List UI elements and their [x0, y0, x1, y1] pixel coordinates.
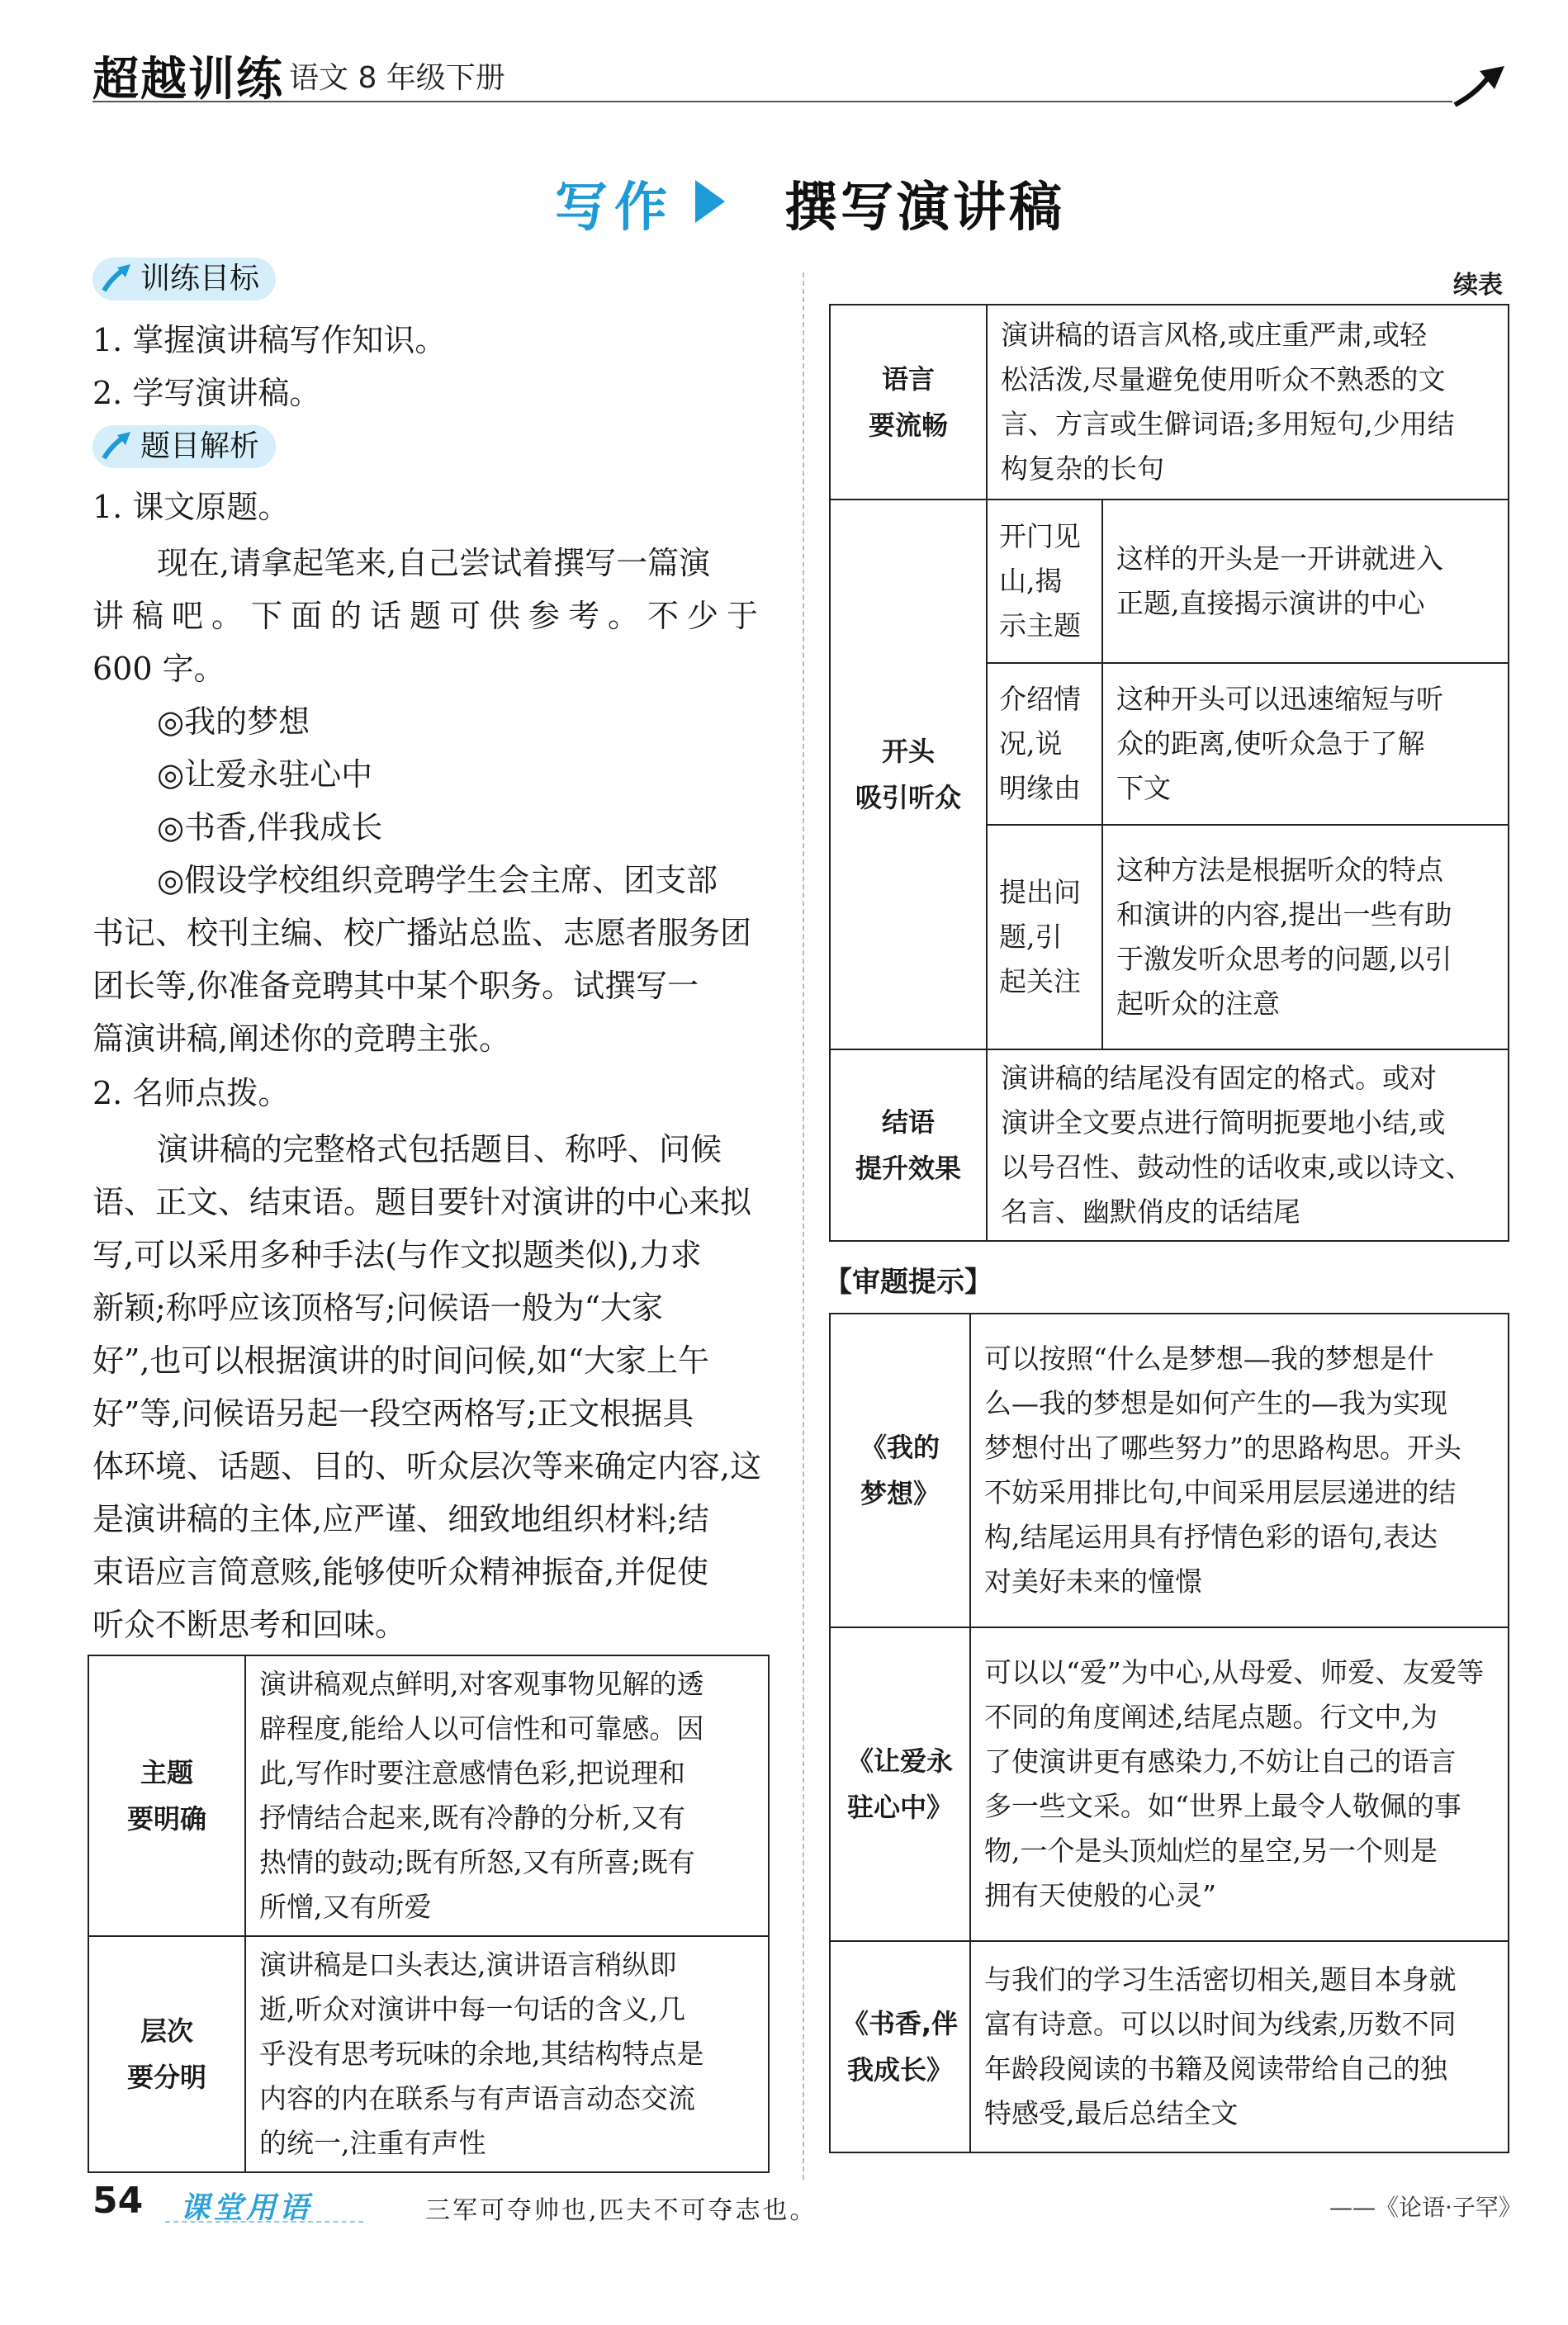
body-line: 写,可以采用多种手法(与作文拟题类似),力求: [92, 1237, 702, 1273]
analysis-tag-label: 题目解析: [140, 429, 260, 463]
text-line: 与我们的学习生活密切相关,题目本身就: [984, 1963, 1457, 1996]
body-line: ◎假设学校组织竞聘学生会主席、团支部: [157, 862, 718, 898]
row-text: [987, 305, 1509, 500]
sub-line: 开门见: [999, 520, 1081, 552]
label-line: 提升效果: [855, 1153, 961, 1184]
text-line: 逝,听众对演讲中每一句话的含义,几: [259, 1993, 685, 2025]
table-row: [830, 1627, 1509, 1941]
text-line: 正题,直接揭示演讲的中心: [1116, 587, 1425, 619]
footer-source: ——《论语·子罕》: [1329, 2194, 1522, 2221]
row-label: [830, 1627, 970, 1941]
text-line: 热情的鼓动;既有所怒,又有所喜;既有: [259, 1846, 695, 1878]
text-line: 演讲稿的语言风格,或庄重严肃,或轻: [1001, 319, 1427, 351]
text-line: 多一些文采。如“世界上最令人敬佩的事: [984, 1790, 1461, 1822]
text-line: 这样的开头是一开讲就进入: [1116, 542, 1443, 575]
sub-line: 明缘由: [999, 772, 1081, 804]
swoosh-arrow-icon: [1453, 59, 1511, 109]
row-label: [830, 1941, 970, 2152]
body-line: 篇演讲稿,阐述你的竞聘主张。: [92, 1020, 511, 1057]
label-line: 梦想》: [860, 1478, 940, 1509]
body-line: 好”,也可以根据演讲的时间问候,如“大家上午: [92, 1342, 710, 1379]
table-row: [830, 1941, 1509, 2152]
table-row: [830, 1049, 1509, 1241]
text-line: 内容的内在联系与有声语言动态交流: [259, 2082, 695, 2114]
sub-line: 提出问: [999, 876, 1081, 908]
row-text: [245, 1936, 769, 2172]
table-row: [830, 500, 1509, 663]
row-text: [970, 1627, 1509, 1941]
table-row: [830, 1314, 1509, 1627]
text-line: 物,一个是头顶灿烂的星空,另一个则是: [984, 1835, 1438, 1867]
text-line: 不妨采用排比句,中间采用层层递进的结: [984, 1476, 1457, 1508]
row-text: [1102, 663, 1509, 825]
label-line: 《让爱永: [846, 1745, 953, 1777]
text-line: 所憎,又有所爱: [259, 1891, 432, 1923]
text-line: 此,写作时要注意感情色彩,把说理和: [259, 1757, 685, 1789]
left-table: [88, 1655, 770, 2173]
text-line: 富有诗意。可以以时间为线索,历数不同: [984, 2008, 1457, 2040]
pen-arrow-icon: [99, 263, 134, 296]
label-line: 驻心中》: [846, 1792, 953, 1823]
body-line: 600 字。: [92, 651, 225, 687]
sub-line: 况,说: [999, 727, 1063, 760]
goals-tag-label: 训练目标: [140, 262, 260, 296]
text-line: 不同的角度阐述,结尾点题。行文中,为: [984, 1701, 1438, 1733]
sub-line: 起关注: [999, 965, 1081, 997]
continued-label: 续表: [1453, 271, 1503, 300]
text-line: 起听众的注意: [1116, 987, 1280, 1020]
text-line: 构,结尾运用具有抒情色彩的语句,表达: [984, 1521, 1438, 1553]
text-line: 可以以“爱”为中心,从母爱、师爱、友爱等: [984, 1656, 1485, 1688]
table-row: [88, 1655, 769, 1936]
text-line: 拥有天使般的心灵”: [984, 1879, 1216, 1911]
classroom-phrase-label: 课堂用语: [180, 2191, 313, 2225]
sub-line: 示主题: [999, 609, 1081, 642]
text-line: 年龄段阅读的书籍及阅读带给自己的独: [984, 2053, 1447, 2085]
sub-line: 题,引: [999, 921, 1063, 953]
body-line: 新颖;称呼应该顶格写;问候语一般为“大家: [92, 1290, 664, 1326]
label-line: 层次: [140, 2015, 193, 2047]
footer-divider: [165, 2221, 363, 2223]
body-line: 演讲稿的完整格式包括题目、称呼、问候: [157, 1131, 722, 1167]
body-line: 讲稿吧。下面的话题可供参考。不少于: [92, 598, 767, 634]
text-line: 这种开头可以迅速缩短与听: [1116, 683, 1443, 715]
text-line: 众的距离,使听众急于了解: [1116, 727, 1425, 760]
body-line: ◎让爱永驻心中: [157, 756, 373, 793]
text-line: 乎没有思考玩味的余地,其结构特点是: [259, 2038, 704, 2070]
text-line: 松活泼,尽量避免使用听众不熟悉的文: [1001, 363, 1446, 395]
label-line: 主题: [140, 1757, 193, 1788]
header-divider: [92, 101, 1452, 102]
body-line: 是演讲稿的主体,应严谨、细致地组织材料;结: [92, 1501, 709, 1537]
label-line: 要分明: [126, 2062, 206, 2093]
row-label: [830, 500, 987, 1049]
text-line: 演讲稿的结尾没有固定的格式。或对: [1001, 1062, 1437, 1094]
sub-line: 山,揭: [999, 565, 1063, 597]
text-line: 这种方法是根据听众的特点: [1116, 854, 1443, 886]
text-line: 言、方言或生僻词语;多用短句,少用结: [1001, 408, 1455, 440]
label-line: 开头: [881, 736, 935, 767]
body-line: 1. 课文原题。: [92, 489, 290, 525]
hint-table: [829, 1313, 1509, 2153]
column-divider: [803, 272, 804, 2180]
body-line: 体环境、话题、目的、听众层次等来确定内容,这: [92, 1448, 762, 1484]
text-line: 了使演讲更有感染力,不妨让自己的语言: [984, 1745, 1457, 1778]
sub-label: [987, 500, 1102, 663]
text-line: 以号召性、鼓动性的话收束,或以诗文、: [1001, 1151, 1473, 1183]
right-table: [829, 304, 1509, 1242]
body-line: ◎我的梦想: [157, 703, 310, 740]
row-text: [987, 1049, 1509, 1241]
goal-item: 1. 掌握演讲稿写作知识。: [92, 322, 447, 358]
body-line: 语、正文、结束语。题目要针对演讲的中心来拟: [92, 1184, 752, 1220]
table-row: [88, 1936, 769, 2172]
title-category: 写作: [555, 178, 674, 239]
text-line: 名言、幽默俏皮的话结尾: [1001, 1196, 1300, 1228]
sub-label: [987, 825, 1102, 1049]
footer-quote: 三军可夺帅也,匹夫不可夺志也。: [425, 2196, 817, 2225]
body-line: 2. 名师点拨。: [92, 1075, 290, 1111]
body-line: 好”等,问候语另起一段空两格写;正文根据具: [92, 1395, 694, 1432]
body-line: 书记、校刊主编、校广播站总监、志愿者服务团: [92, 915, 752, 951]
label-line: 要流畅: [868, 410, 948, 441]
text-line: 么—我的梦想是如何产生的—我为实现: [984, 1387, 1447, 1419]
page-title: [0, 165, 1568, 239]
play-triangle-icon: [692, 178, 728, 225]
label-line: 语言: [881, 363, 935, 395]
pen-arrow-icon: [99, 430, 134, 463]
text-line: 的统一,注重有声性: [259, 2127, 486, 2159]
text-line: 梦想付出了哪些努力”的思路构思。开头: [984, 1432, 1461, 1464]
row-text: [970, 1314, 1509, 1627]
text-line: 演讲全文要点进行简明扼要地小结,或: [1001, 1106, 1446, 1139]
page-number: 54: [92, 2180, 144, 2222]
text-line: 和演讲的内容,提出一些有助: [1116, 898, 1452, 930]
body-line: 听众不断思考和回味。: [92, 1607, 407, 1643]
text-line: 于激发听众思考的问题,以引: [1116, 943, 1452, 975]
text-line: 对美好未来的憧憬: [984, 1565, 1202, 1598]
text-line: 演讲稿观点鲜明,对客观事物见解的透: [259, 1668, 704, 1700]
text-line: 抒情结合起来,既有冷静的分析,又有: [259, 1802, 685, 1834]
analysis-tag: [92, 425, 276, 468]
body-line: 束语应言简意赅,能够使听众精神振奋,并促使: [92, 1554, 709, 1590]
label-line: 我成长》: [846, 2054, 953, 2086]
body-line: ◎书香,伴我成长: [157, 809, 383, 845]
row-label: [830, 1049, 987, 1241]
text-line: 特感受,最后总结全文: [984, 2097, 1239, 2129]
sub-line: 介绍情: [999, 683, 1081, 715]
text-line: 可以按照“什么是梦想—我的梦想是什: [984, 1342, 1434, 1375]
text-line: 辟程度,能给人以可信性和可靠感。因: [259, 1712, 704, 1745]
text-line: 演讲稿是口头表达,演讲语言稍纵即: [259, 1949, 677, 1981]
goal-item: 2. 学写演讲稿。: [92, 375, 321, 411]
row-label: [88, 1936, 245, 2172]
text-line: 构复杂的长句: [1001, 452, 1164, 485]
title-main: 撰写演讲稿: [784, 178, 1065, 239]
row-text: [970, 1941, 1509, 2152]
row-text: [1102, 500, 1509, 663]
table-row: [830, 305, 1509, 500]
label-line: 要明确: [126, 1803, 206, 1835]
label-line: 结语: [881, 1106, 935, 1138]
row-label: [830, 305, 987, 500]
label-line: 《我的: [860, 1432, 940, 1463]
body-line: 团长等,你准备竞聘其中某个职务。试撰写一: [92, 968, 699, 1004]
row-label: [88, 1655, 245, 1936]
label-line: 吸引听众: [855, 782, 961, 813]
row-text: [1102, 825, 1509, 1049]
goals-tag: [92, 258, 276, 301]
row-text: [245, 1655, 769, 1936]
sub-label: [987, 663, 1102, 825]
body-line: 现在,请拿起笔来,自己尝试着撰写一篇演: [157, 545, 711, 581]
brand-title: 超越训练: [92, 53, 284, 107]
subject-label: 语文 8 年级下册: [289, 61, 505, 95]
hint-section-label: 【审题提示】: [824, 1266, 992, 1299]
row-label: [830, 1314, 970, 1627]
text-line: 下文: [1116, 772, 1171, 804]
label-line: 《书香,伴: [841, 2008, 959, 2039]
